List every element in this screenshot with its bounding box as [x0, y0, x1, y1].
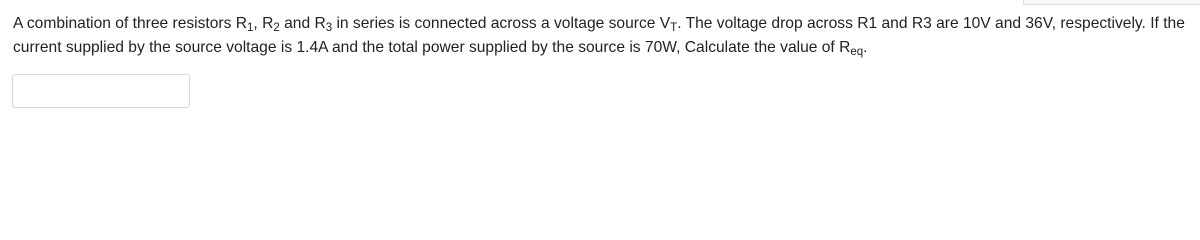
question-text-segment: in series is connected across a voltage source V	[332, 15, 671, 32]
question-line-1	[13, 12, 1193, 36]
question-text-segment: A combination of three resistors R	[13, 15, 248, 32]
question-text-segment: current supplied by the source voltage is 1.4A and the total power supplied by the source is 70W, Calculate the value of R	[13, 39, 851, 56]
question-text	[13, 12, 1193, 60]
question-text-segment: . The voltage drop across R1 and R3 are 10V and 36V, respectively. If the	[677, 15, 1185, 32]
top-right-panel-edge	[1023, 0, 1200, 5]
answer-input[interactable]	[12, 74, 190, 108]
question-text-segment: , R	[253, 15, 274, 32]
question-line-2	[13, 36, 1193, 60]
question-text-segment: and R	[279, 15, 326, 32]
question-text-segment: .	[863, 39, 868, 56]
subscript-3: 3	[325, 22, 333, 34]
subscript-t: T	[670, 22, 678, 34]
subscript-1: 1	[247, 22, 254, 34]
subscript-eq: eq	[850, 46, 864, 58]
subscript-2: 2	[273, 22, 280, 34]
